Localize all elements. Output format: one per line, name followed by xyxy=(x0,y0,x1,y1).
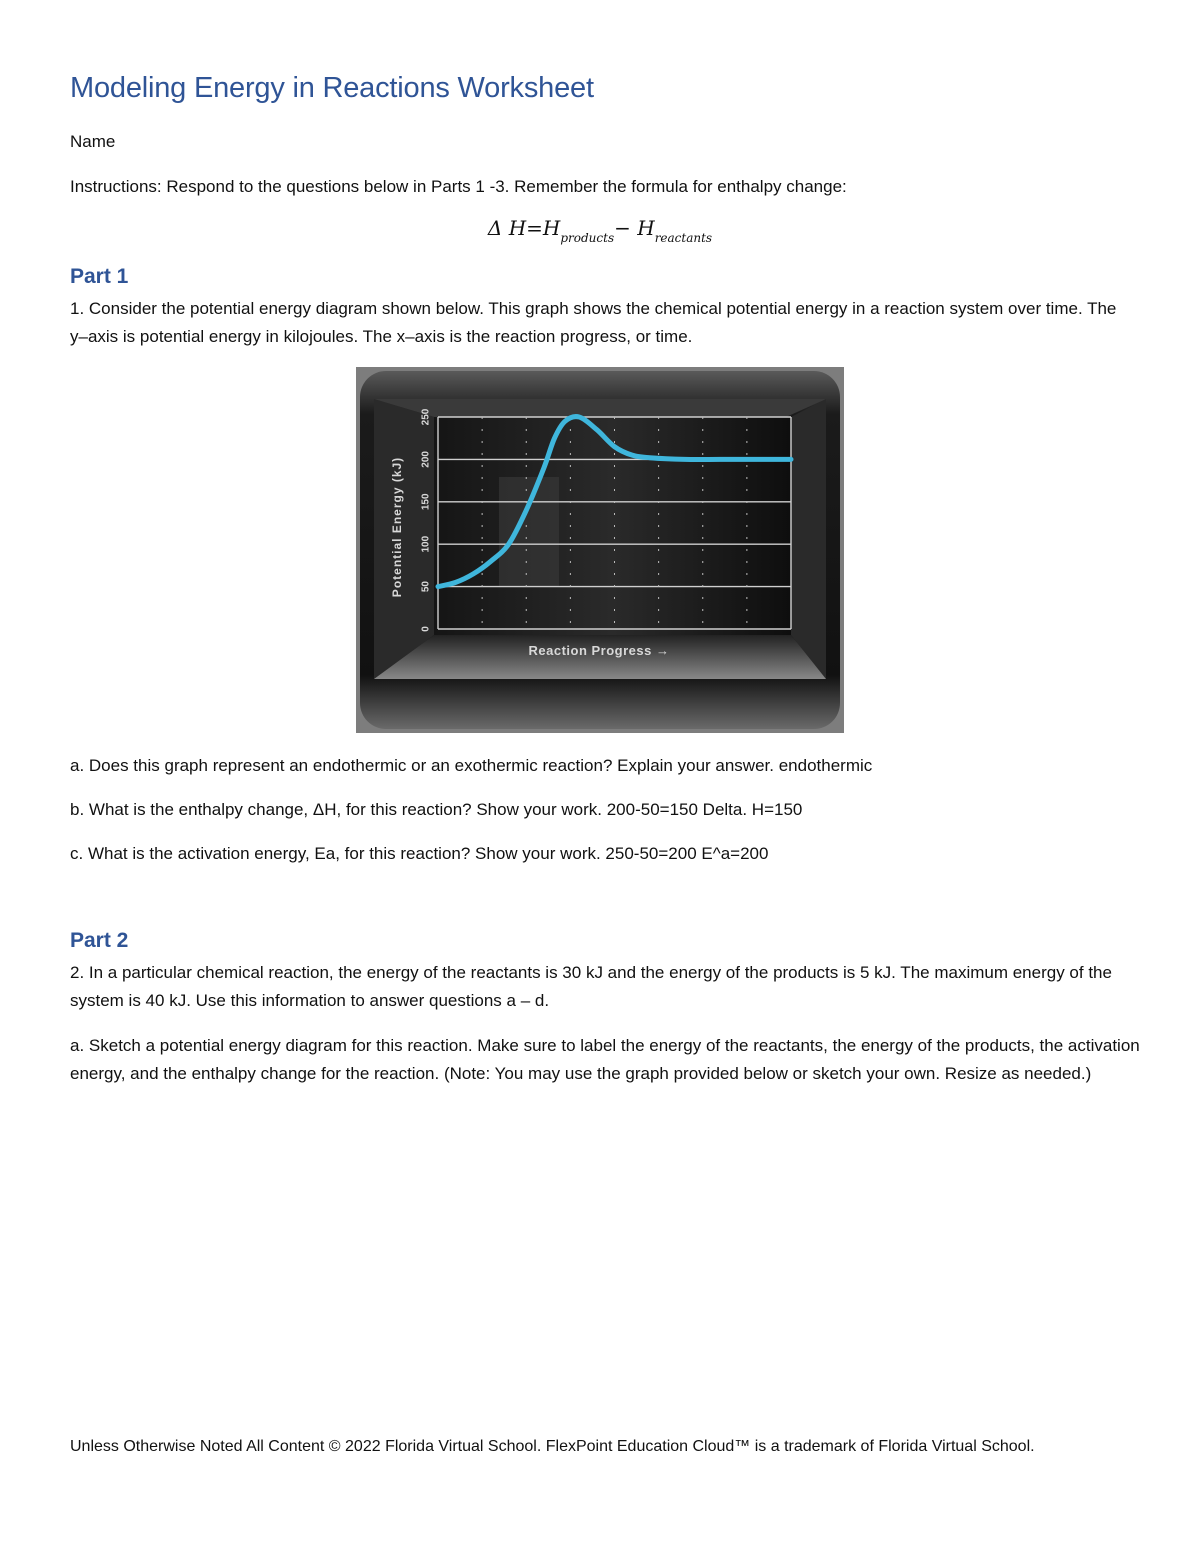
enthalpy-formula xyxy=(0,216,1200,245)
name-label: Name xyxy=(70,132,116,151)
y-tick-label-250: 250 xyxy=(420,408,432,426)
potential-energy-chart xyxy=(356,367,844,733)
part2-question-a: a. Sketch a potential energy diagram for this reaction. Make sure to label the energy of the reactants, the energy of the products, the activation energy, and the enthalpy change for the reaction. (Note: You may use the graph provided below or sketch your own. Resize as needed.) xyxy=(70,1036,1140,1083)
footer-copyright: Unless Otherwise Noted All Content © 2022 Florida Virtual School. FlexPoint Education Cloud™ is a trademark of Florida Virtual School. xyxy=(70,1438,1035,1455)
instructions-text: Instructions: Respond to the questions below in Parts 1 -3. Remember the formula for enthalpy change: xyxy=(70,177,847,196)
y-tick-label-0: 0 xyxy=(420,626,432,632)
formula-lhs: Δ H=H xyxy=(487,216,561,240)
y-tick-label-100: 100 xyxy=(420,535,432,553)
formula-sub-products: products xyxy=(560,231,615,245)
bezel-right xyxy=(791,399,826,679)
part1-question-a: a. Does this graph represent an endothermic or an exothermic reaction? Explain your answer. endothermic xyxy=(70,756,873,775)
part2-heading: Part 2 xyxy=(70,929,129,952)
part1-question-b: b. What is the enthalpy change, ΔH, for this reaction? Show your work. 200-50=150 Delta. H=150 xyxy=(70,800,803,819)
formula-sub-reactants: reactants xyxy=(654,231,713,245)
y-axis-label: Potential Energy (kJ) xyxy=(390,456,404,598)
inner-panel xyxy=(499,477,559,587)
part2-question-2: 2. In a particular chemical reaction, the energy of the reactants is 30 kJ and the energy of the products is 5 kJ. The maximum energy of the system is 40 kJ. Use this information to answer questions a – d. xyxy=(70,963,1112,1010)
y-tick-label-50: 50 xyxy=(420,581,432,593)
formula-minus: − H xyxy=(614,216,655,240)
bezel-top xyxy=(374,399,826,417)
plot-area xyxy=(434,417,791,635)
document-title: Modeling Energy in Reactions Worksheet xyxy=(70,72,594,104)
part1-heading: Part 1 xyxy=(70,265,129,288)
y-tick-label-200: 200 xyxy=(420,451,432,468)
x-axis-label: Reaction Progress → xyxy=(528,643,670,658)
y-tick-label-150: 150 xyxy=(420,493,432,511)
part1-question-c: c. What is the activation energy, Ea, for this reaction? Show your work. 250-50=200 E^a=200 xyxy=(70,844,769,863)
part1-question-1: 1. Consider the potential energy diagram shown below. This graph shows the chemical potential energy in a reaction system over time. The y–axis is potential energy in kilojoules. The x–axis is the reaction progress, or time. xyxy=(70,299,1117,346)
